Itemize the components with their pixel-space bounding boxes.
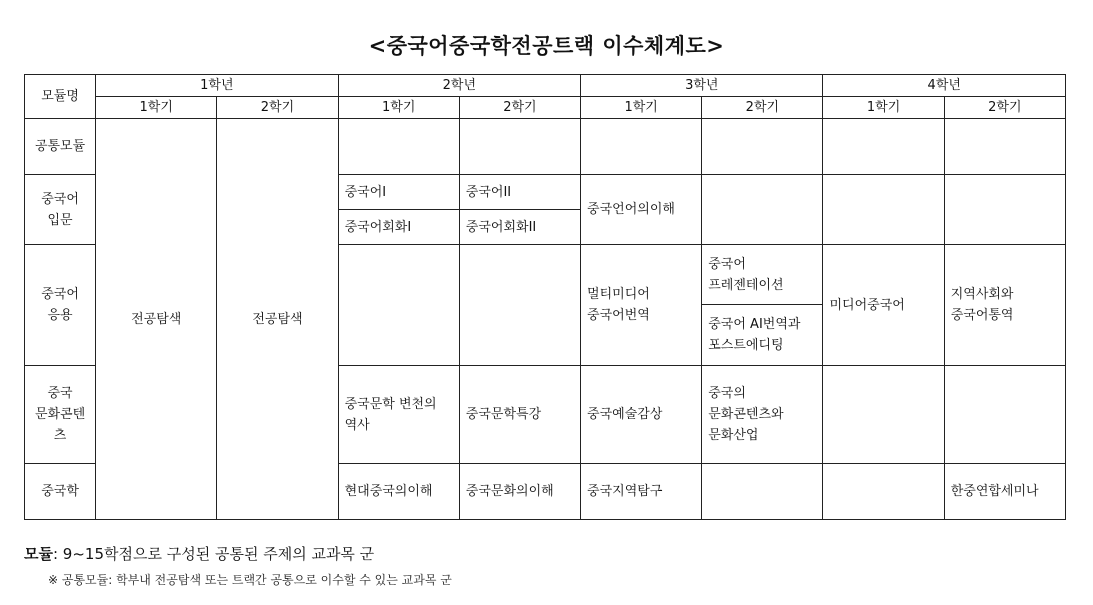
- course-cell: 중국문화의이해: [459, 464, 580, 520]
- semester-header: 1학기: [96, 97, 217, 119]
- empty-cell: [338, 119, 459, 175]
- empty-cell: [944, 119, 1065, 175]
- semester-header: 1학기: [823, 97, 944, 119]
- common-module-note: ※ 공통모듈: 학부내 전공탐색 또는 트랙간 공통으로 이수할 수 있는 교과목 군: [48, 573, 452, 587]
- module-header: 모듈명: [25, 75, 96, 119]
- module-label-studies: 중국학: [25, 464, 96, 520]
- course-cell: 중국예술감상: [581, 366, 702, 464]
- course-cell: 중국문학 변천의 역사: [338, 366, 459, 464]
- year-header-4: 4학년: [823, 75, 1066, 97]
- page-title: <중국어중국학전공트랙 이수체계도>: [368, 33, 725, 58]
- course-cell: 중국어 AI번역과 포스트에디팅: [702, 305, 823, 366]
- module-label-intro: 중국어 입문: [25, 175, 96, 245]
- note-text: : 9~15학점으로 구성된 공통된 주제의 교과목 군: [52, 545, 375, 563]
- empty-cell: [944, 366, 1065, 464]
- empty-cell: [459, 245, 580, 366]
- empty-cell: [459, 119, 580, 175]
- course-cell: 중국언어의이해: [581, 175, 702, 245]
- semester-header: 2학기: [944, 97, 1065, 119]
- course-cell: 중국의 문화콘텐츠와 문화산업: [702, 366, 823, 464]
- course-cell: 중국지역탐구: [581, 464, 702, 520]
- semester-header: 2학기: [702, 97, 823, 119]
- course-cell: 지역사회와 중국어통역: [944, 245, 1065, 366]
- empty-cell: [581, 119, 702, 175]
- empty-cell: [702, 464, 823, 520]
- course-cell: 현대중국의이해: [338, 464, 459, 520]
- note-term: 모듈: [24, 545, 53, 563]
- module-label-culture: 중국 문화콘텐 츠: [25, 366, 96, 464]
- course-cell: 중국어I: [338, 175, 459, 210]
- course-cell: 멀티미디어 중국어번역: [581, 245, 702, 366]
- semester-header: 1학기: [338, 97, 459, 119]
- empty-cell: [702, 175, 823, 245]
- empty-cell: [702, 119, 823, 175]
- course-cell: 중국어 프레젠테이션: [702, 245, 823, 305]
- course-cell: 전공탐색: [217, 119, 338, 520]
- course-cell: 중국어II: [459, 175, 580, 210]
- empty-cell: [823, 175, 944, 245]
- empty-cell: [338, 245, 459, 366]
- semester-header: 2학기: [459, 97, 580, 119]
- course-cell: 중국문학특강: [459, 366, 580, 464]
- module-label-applied: 중국어 응용: [25, 245, 96, 366]
- semester-header: 1학기: [581, 97, 702, 119]
- year-header-3: 3학년: [581, 75, 823, 97]
- year-header-2: 2학년: [338, 75, 580, 97]
- empty-cell: [823, 366, 944, 464]
- empty-cell: [823, 464, 944, 520]
- course-cell: 한중연합세미나: [944, 464, 1065, 520]
- course-cell: 중국어회화II: [459, 210, 580, 245]
- empty-cell: [944, 175, 1065, 245]
- curriculum-table: [24, 74, 1066, 520]
- module-definition-note: [24, 543, 374, 564]
- course-cell: 중국어회화I: [338, 210, 459, 245]
- empty-cell: [823, 119, 944, 175]
- module-label-common: 공통모듈: [25, 119, 96, 175]
- year-header-1: 1학년: [96, 75, 338, 97]
- course-cell: 미디어중국어: [823, 245, 944, 366]
- semester-header: 2학기: [217, 97, 338, 119]
- course-cell: 전공탐색: [96, 119, 217, 520]
